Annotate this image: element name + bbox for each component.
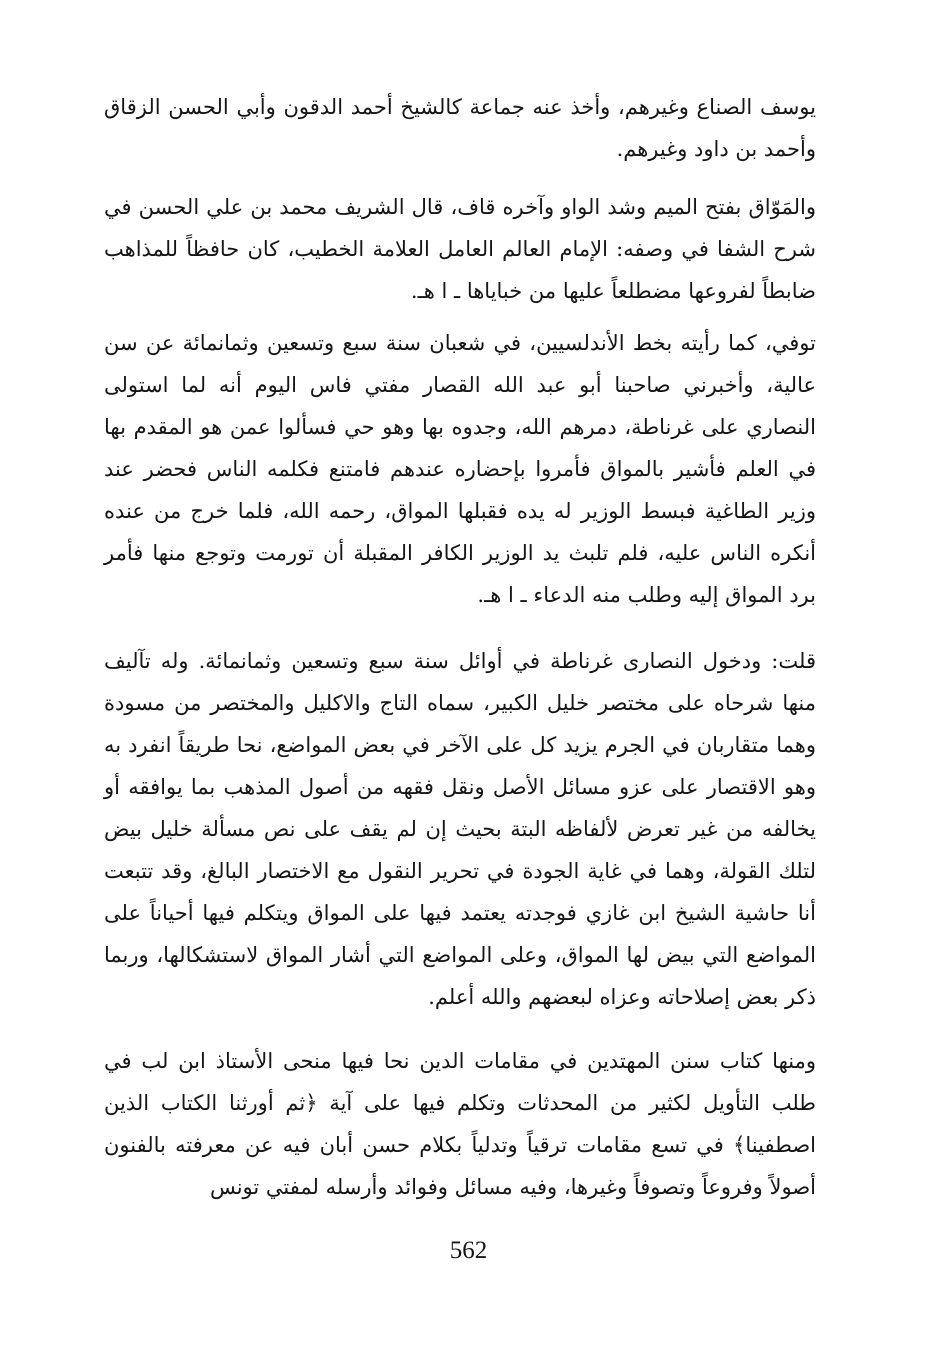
- paragraph-3: توفي، كما رأيته بخط الأندلسيين، في شعبان سنة سبع وتسعين وثمانمائة عن سن عالية، وأخبرني صاحبنا أبو عبد الله القصار مفتي فاس اليوم أنه لما استولى النصاري على غرناطة، دمرهم الله، وجدوه بها وهو حي فسألوا عمن هو المقدم بها في العلم فأشير بالمواق فأمروا بإحضاره عندهم فامتنع فكلمه الناس فحضر عند وزير الطاغية فبسط الوزير له يده فقبلها المواق، رحمه الله، فلما خرج من عنده أنكره الناس عليه، فلم تلبث يد الوزير الكافر المقبلة أن تورمت وتوجع منها فأمر برد المواق إليه وطلب منه الدعاء ـ ا هـ.: [104, 331, 816, 607]
- paragraph-4: قلت: ودخول النصارى غرناطة في أوائل سنة سبع وتسعين وثمانمائة. وله تآليف منها شرحاه على مختصر خليل الكبير، سماه التاج والاكليل والمختصر من مسودة وهما متقاربان في الجرم يزيد كل على الآخر في بعض المواضع، نحا طريقاً انفرد به وهو الاقتصار على عزو مسائل الأصل ونقل فقهه من أصول المذهب بما يوافقه أو يخالفه من غير تعرض لألفاظه البتة بحيث إن لم يقف على نص مسألة خليل بيض لتلك القولة، وهما في غاية الجودة في تحرير النقول مع الاختصار البالغ، وقد تتبعت أنا حاشية الشيخ ابن غازي فوجدته يعتمد فيها على المواق ويتكلم فيها أحياناً على المواضع التي بيض لها المواق، وعلى المواضع التي أشار المواق لاستشكالها، وربما ذكر بعض إصلاحاته وعزاه لبعضهم والله أعلم.: [104, 649, 816, 1009]
- paragraph-5: ومنها كتاب سنن المهتدين في مقامات الدين نحا فيها منحى الأستاذ ابن لب في طلب التأويل لكثير من المحدثات وتكلم فيها على آية ﴿ثم أورثنا الكتاب الذين اصطفينا﴾ في تسع مقامات ترقياً وتدلياً بكلام حسن أبان فيه عن معرفته بالفنون أصولاً وفروعاً وتصوفاً وغيرها، وفيه مسائل وفوائد وأرسله لمفتي تونس: [104, 1049, 816, 1199]
- page-number: 562: [449, 1237, 488, 1264]
- paragraph-2: والمَوّاق بفتح الميم وشد الواو وآخره قاف، قال الشريف محمد بن علي الحسن في شرح الشفا في وصفه: الإمام العالم العامل العلامة الخطيب، كان حافظاً للمذاهب ضابطاً لفروعها مضطلعاً عليها من خباياها ـ ا هـ.: [104, 195, 816, 303]
- paragraph-1: يوسف الصناع وغيرهم، وأخذ عنه جماعة كالشيخ أحمد الدقون وأبي الحسن الزقاق وأحمد بن داود وغيرهم.: [104, 95, 816, 161]
